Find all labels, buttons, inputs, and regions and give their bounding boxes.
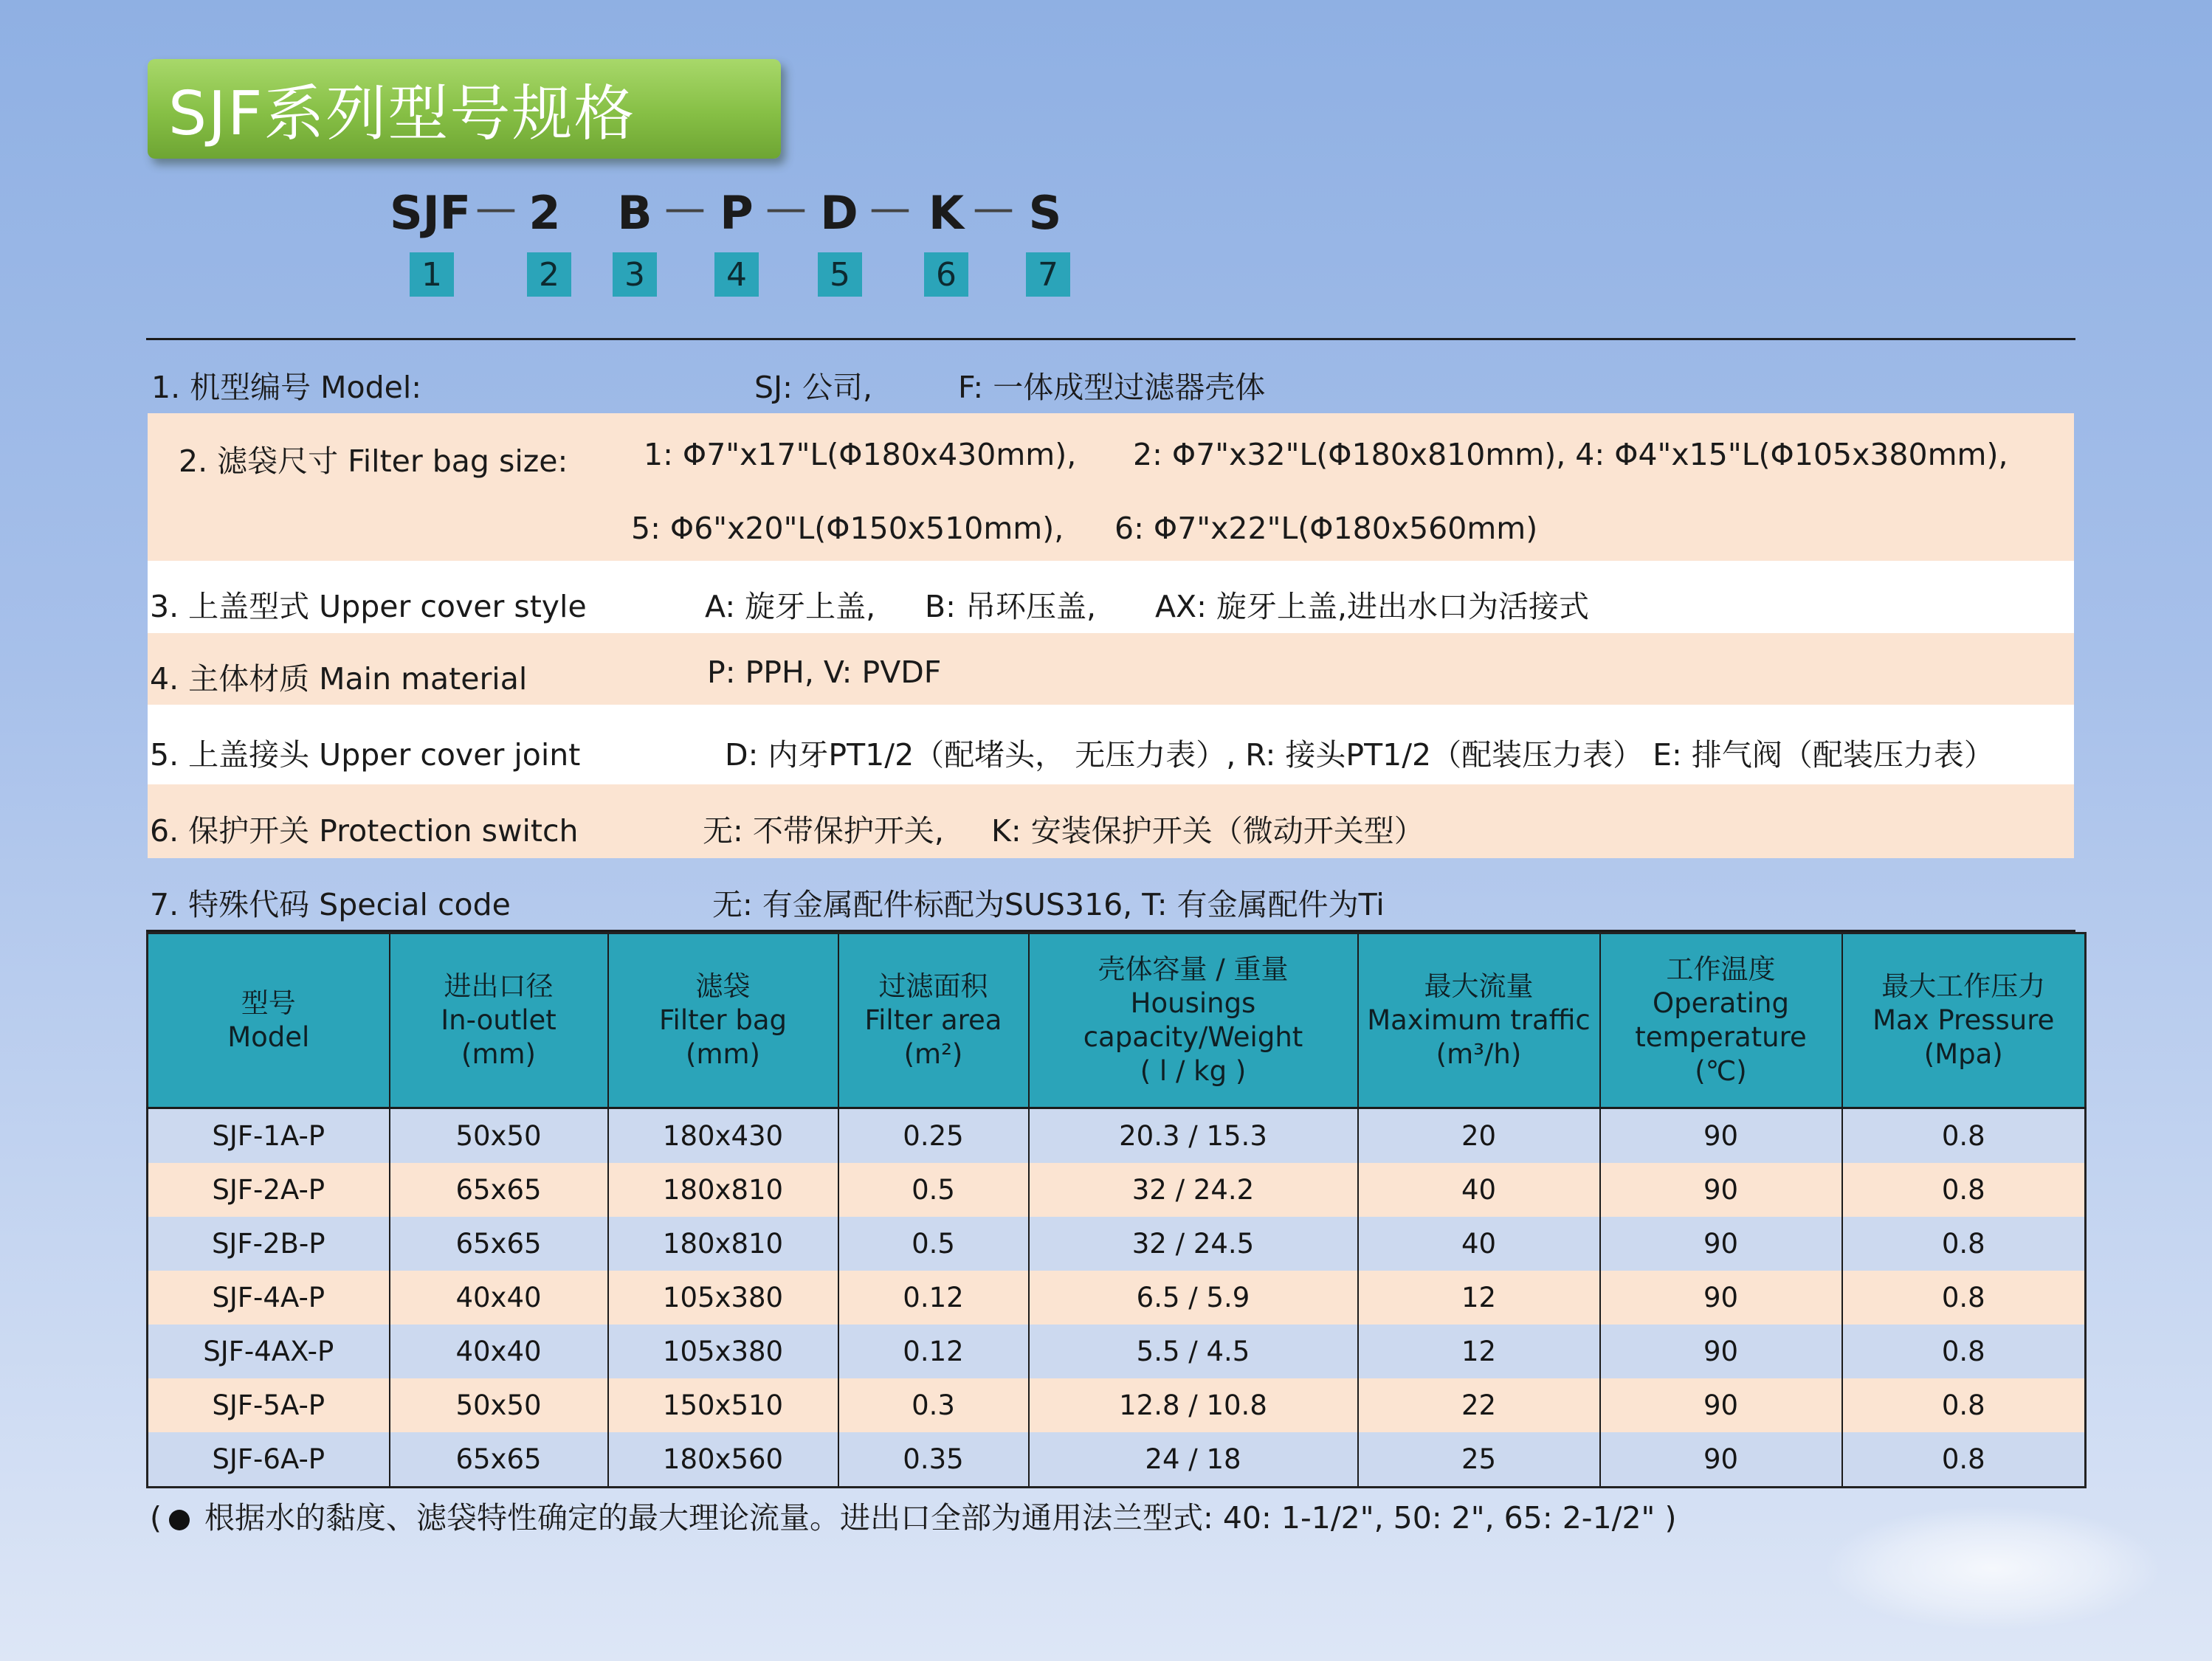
spec-value: 2: Φ7"x32"L(Φ180x810mm), 4: Φ4"x15"L(Φ105x380mm), xyxy=(1133,437,2008,472)
code-part-cover: B xyxy=(617,186,652,240)
spec-value: 6: Φ7"x22"L(Φ180x560mm) xyxy=(1114,511,1538,546)
spec-value: SJ: 公司, xyxy=(754,370,872,405)
footnote xyxy=(150,1493,1676,1537)
spec-table xyxy=(146,932,2087,1488)
cell-model: SJF-2A-P xyxy=(148,1163,390,1217)
code-index-box: 4 xyxy=(714,252,759,297)
spec-label-upper-cover: 3. 上盖型式 Upper cover style xyxy=(150,589,587,624)
cell-pressure: 0.8 xyxy=(1842,1217,2086,1271)
cell-filter-area: 0.35 xyxy=(838,1432,1029,1488)
code-index-box: 3 xyxy=(613,252,657,297)
page-title: SJF系列型号规格 xyxy=(168,79,636,149)
col-header-max-traffic: 最大流量 Maximum traffic (m³/h) xyxy=(1358,933,1600,1108)
spec-value: B: 吊环压盖, xyxy=(925,589,1097,624)
cell-temperature: 90 xyxy=(1600,1163,1842,1217)
cell-temperature: 90 xyxy=(1600,1271,1842,1325)
cell-in-outlet: 65x65 xyxy=(390,1217,608,1271)
col-header-temperature: 工作温度 Operating temperature (℃) xyxy=(1600,933,1842,1108)
cell-model: SJF-1A-P xyxy=(148,1108,390,1164)
code-dash: — xyxy=(664,184,706,232)
cell-in-outlet: 40x40 xyxy=(390,1271,608,1325)
spec-value: 1: Φ7"x17"L(Φ180x430mm), xyxy=(644,437,1077,472)
cell-capacity: 6.5 / 5.9 xyxy=(1029,1271,1358,1325)
spec-label-model: 1. 机型编号 Model: xyxy=(151,370,422,405)
spec-label-joint: 5. 上盖接头 Upper cover joint xyxy=(150,737,581,773)
cell-model: SJF-6A-P xyxy=(148,1432,390,1488)
spec-label-material: 4. 主体材质 Main material xyxy=(150,661,528,697)
code-dash: — xyxy=(973,184,1014,232)
spec-value: 5: Φ6"x20"L(Φ150x510mm), xyxy=(631,511,1064,546)
code-part-switch: K xyxy=(928,186,965,240)
bullet-icon xyxy=(169,1510,190,1530)
spec-value: P: PPH, V: PVDF xyxy=(707,655,942,690)
cell-max-traffic: 12 xyxy=(1358,1271,1600,1325)
code-dash: — xyxy=(475,184,517,232)
code-dash: — xyxy=(765,184,807,232)
spec-value: A: 旋牙上盖, xyxy=(705,589,876,624)
code-part-special: S xyxy=(1028,186,1062,240)
cell-capacity: 32 / 24.5 xyxy=(1029,1217,1358,1271)
cell-in-outlet: 50x50 xyxy=(390,1378,608,1432)
cell-filter-bag: 105x380 xyxy=(608,1271,838,1325)
cell-in-outlet: 65x65 xyxy=(390,1163,608,1217)
footnote-open-paren: ( xyxy=(150,1500,162,1536)
code-dash: — xyxy=(869,184,911,232)
cell-filter-area: 0.3 xyxy=(838,1378,1029,1432)
code-part-size: 2 xyxy=(528,186,561,240)
cell-filter-bag: 180x430 xyxy=(608,1108,838,1164)
cell-max-traffic: 25 xyxy=(1358,1432,1600,1488)
code-index-box: 6 xyxy=(924,252,968,297)
cell-capacity: 32 / 24.2 xyxy=(1029,1163,1358,1217)
col-header-filter-area: 过滤面积 Filter area (m²) xyxy=(838,933,1029,1108)
cell-model: SJF-4AX-P xyxy=(148,1325,390,1378)
spec-value: 无: 有金属配件标配为SUS316, T: 有金属配件为Ti xyxy=(712,887,1385,922)
spec-label-special: 7. 特殊代码 Special code xyxy=(150,887,511,922)
cell-temperature: 90 xyxy=(1600,1432,1842,1488)
cell-pressure: 0.8 xyxy=(1842,1163,2086,1217)
footnote-text: 根据水的黏度、滤袋特性确定的最大理论流量。进出口全部为通用法兰型式: 40: 1-1/2", 50: 2", 65: 2-1/2" ) xyxy=(204,1500,1677,1536)
cell-temperature: 90 xyxy=(1600,1217,1842,1271)
code-part-joint: D xyxy=(820,186,858,240)
spec-value: D: 内牙PT1/2（配堵头， 无压力表）, R: 接头PT1/2（配装压力表） E: 排气阀（配装压力表） xyxy=(725,737,1994,773)
code-part-series: SJF xyxy=(389,186,472,240)
divider xyxy=(146,338,2075,340)
col-header-model: 型号 Model xyxy=(148,933,390,1108)
spec-label-filter-bag: 2. 滤袋尺寸 Filter bag size: xyxy=(179,443,568,479)
cell-filter-bag: 180x560 xyxy=(608,1432,838,1488)
spec-value: 无: 不带保护开关, xyxy=(703,813,944,849)
cell-temperature: 90 xyxy=(1600,1325,1842,1378)
table-row xyxy=(148,1325,2086,1378)
cell-filter-bag: 150x510 xyxy=(608,1378,838,1432)
table-row xyxy=(148,1378,2086,1432)
cell-capacity: 5.5 / 4.5 xyxy=(1029,1325,1358,1378)
cell-filter-area: 0.12 xyxy=(838,1325,1029,1378)
table-row xyxy=(148,1217,2086,1271)
page-title-banner xyxy=(148,59,781,159)
cell-model: SJF-5A-P xyxy=(148,1378,390,1432)
cell-capacity: 24 / 18 xyxy=(1029,1432,1358,1488)
cell-filter-area: 0.12 xyxy=(838,1271,1029,1325)
cell-filter-bag: 105x380 xyxy=(608,1325,838,1378)
spec-value: K: 安装保护开关（微动开关型） xyxy=(991,813,1424,849)
cell-pressure: 0.8 xyxy=(1842,1108,2086,1164)
watermark-logo xyxy=(1823,1505,2163,1631)
table-header-row xyxy=(148,933,2086,1108)
code-index-box: 5 xyxy=(818,252,862,297)
table-row xyxy=(148,1271,2086,1325)
cell-temperature: 90 xyxy=(1600,1378,1842,1432)
code-index-box: 1 xyxy=(410,252,454,297)
cell-max-traffic: 12 xyxy=(1358,1325,1600,1378)
cell-in-outlet: 50x50 xyxy=(390,1108,608,1164)
code-part-material: P xyxy=(720,186,754,240)
cell-capacity: 20.3 / 15.3 xyxy=(1029,1108,1358,1164)
table-row xyxy=(148,1432,2086,1488)
cell-model: SJF-2B-P xyxy=(148,1217,390,1271)
code-index-box: 7 xyxy=(1026,252,1070,297)
cell-filter-area: 0.25 xyxy=(838,1108,1029,1164)
col-header-filter-bag: 滤袋 Filter bag (mm) xyxy=(608,933,838,1108)
table-row xyxy=(148,1163,2086,1217)
spec-value: AX: 旋牙上盖,进出水口为活接式 xyxy=(1155,589,1590,624)
cell-filter-area: 0.5 xyxy=(838,1163,1029,1217)
cell-max-traffic: 40 xyxy=(1358,1163,1600,1217)
cell-max-traffic: 40 xyxy=(1358,1217,1600,1271)
col-header-pressure: 最大工作压力 Max Pressure (Mpa) xyxy=(1842,933,2086,1108)
cell-capacity: 12.8 / 10.8 xyxy=(1029,1378,1358,1432)
cell-temperature: 90 xyxy=(1600,1108,1842,1164)
cell-model: SJF-4A-P xyxy=(148,1271,390,1325)
col-header-in-outlet: 进出口径 In-outlet (mm) xyxy=(390,933,608,1108)
cell-filter-bag: 180x810 xyxy=(608,1217,838,1271)
cell-pressure: 0.8 xyxy=(1842,1378,2086,1432)
cell-filter-bag: 180x810 xyxy=(608,1163,838,1217)
cell-in-outlet: 40x40 xyxy=(390,1325,608,1378)
cell-max-traffic: 22 xyxy=(1358,1378,1600,1432)
code-index-box: 2 xyxy=(527,252,571,297)
cell-pressure: 0.8 xyxy=(1842,1432,2086,1488)
cell-pressure: 0.8 xyxy=(1842,1325,2086,1378)
cell-filter-area: 0.5 xyxy=(838,1217,1029,1271)
cell-max-traffic: 20 xyxy=(1358,1108,1600,1164)
spec-value: F: 一体成型过滤器壳体 xyxy=(958,370,1266,405)
cell-in-outlet: 65x65 xyxy=(390,1432,608,1488)
spec-label-switch: 6. 保护开关 Protection switch xyxy=(150,813,579,849)
spec-band xyxy=(148,413,2074,561)
col-header-capacity: 壳体容量 / 重量 Housings capacity/Weight ( l / kg ) xyxy=(1029,933,1358,1108)
table-row xyxy=(148,1108,2086,1164)
cell-pressure: 0.8 xyxy=(1842,1271,2086,1325)
